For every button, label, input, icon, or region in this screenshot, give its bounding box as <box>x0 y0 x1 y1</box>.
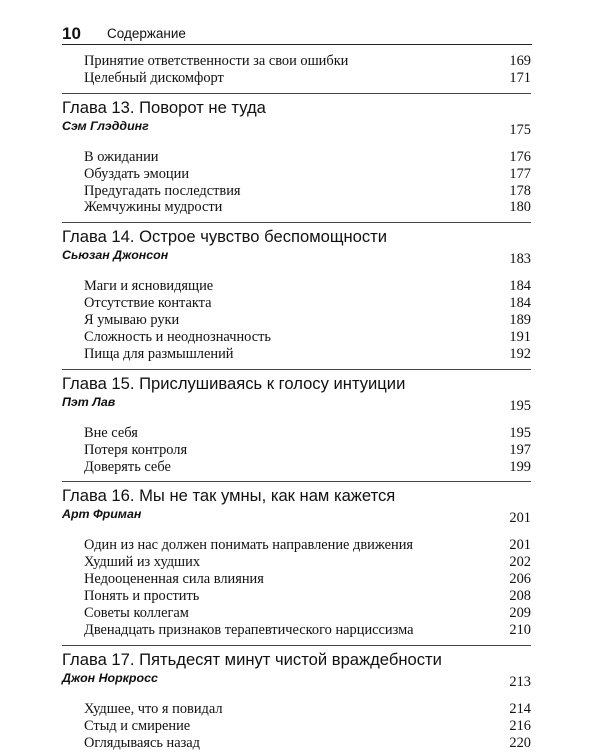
entry-page: 197 <box>509 441 531 458</box>
toc-entry <box>62 346 531 363</box>
chapter-title: Глава 14. Острое чувство беспомощности <box>62 227 388 247</box>
entry-page: 210 <box>509 621 531 638</box>
author-row <box>62 247 531 268</box>
entry-page: 216 <box>509 717 531 734</box>
chapter-page: 175 <box>509 121 531 138</box>
toc-entry <box>62 701 531 718</box>
toc-entry <box>62 442 531 459</box>
entry-title: Целебный дискомфорт <box>84 69 224 86</box>
entry-page: 202 <box>509 554 531 571</box>
toc-entry <box>62 605 531 622</box>
chapter-page: 201 <box>509 510 531 527</box>
entry-page: 214 <box>509 700 531 717</box>
toc-entry <box>62 622 531 639</box>
entry-page: 184 <box>509 278 531 295</box>
chapter-author: Арт Фриман <box>62 507 142 522</box>
chapter-author: Джон Норкросс <box>62 670 158 685</box>
entry-title: Советы коллегам <box>84 605 189 622</box>
entry-title: Я умываю руки <box>84 312 180 329</box>
entry-page: 171 <box>509 69 531 86</box>
chapter-page: 183 <box>509 251 531 268</box>
toc-entry <box>62 718 531 735</box>
toc-entry <box>62 329 531 346</box>
entry-title: Обуздать эмоции <box>84 165 190 182</box>
entry-page: 178 <box>509 182 531 199</box>
entry-page: 189 <box>509 312 531 329</box>
entry-page: 177 <box>509 165 531 182</box>
entry-title: Сложность и неоднозначность <box>84 329 271 346</box>
page-number: 10 <box>62 24 81 43</box>
entry-page: 176 <box>509 148 531 165</box>
chapter-block <box>62 370 531 476</box>
toc-entry <box>62 554 531 571</box>
entry-title: Худший из худших <box>84 554 201 571</box>
author-row <box>62 670 531 691</box>
entry-title: Доверять себе <box>84 458 171 475</box>
toc-entry <box>62 199 531 216</box>
chapter-author: Сэм Глэддинг <box>62 118 149 133</box>
toc-entry <box>62 149 531 166</box>
author-row <box>62 118 531 139</box>
entry-title: В ожидании <box>84 148 159 165</box>
toc-entry <box>62 425 531 442</box>
running-header <box>62 24 532 44</box>
author-row <box>62 506 531 527</box>
entry-page: 206 <box>509 571 531 588</box>
entry-title: Вне себя <box>84 424 138 441</box>
entry-page: 209 <box>509 605 531 622</box>
entry-title: Отсутствие контакта <box>84 295 212 312</box>
chapter-page: 213 <box>509 673 531 690</box>
toc-entry <box>62 278 531 295</box>
chapter-page: 195 <box>509 397 531 414</box>
chapter-author: Сьюзан Джонсон <box>62 248 169 263</box>
toc-entry <box>62 588 531 605</box>
entry-title: Маги и ясновидящие <box>84 278 214 295</box>
chapter-block <box>62 94 531 217</box>
toc-entry <box>62 459 531 476</box>
entry-title: Оглядываясь назад <box>84 734 200 751</box>
toc-entry <box>62 70 531 87</box>
entry-page: 208 <box>509 588 531 605</box>
chapter-block <box>62 223 531 362</box>
running-title: Содержание <box>107 26 186 41</box>
chapter-author: Пэт Лав <box>62 394 116 409</box>
chapter-title: Глава 13. Поворот не туда <box>62 97 266 117</box>
toc-entry <box>62 295 531 312</box>
header-rule <box>62 44 532 45</box>
entry-page: 180 <box>509 199 531 216</box>
author-row <box>62 394 531 415</box>
entry-title: Стыд и смирение <box>84 717 191 734</box>
toc-entry <box>62 571 531 588</box>
entry-title: Пища для размышлений <box>84 345 234 362</box>
table-of-contents <box>62 53 531 751</box>
toc-entry <box>62 183 531 200</box>
chapter-block <box>62 646 531 752</box>
chapter-title: Глава 15. Прислушиваясь к голосу интуиции <box>62 373 406 393</box>
toc-entry <box>62 735 531 752</box>
entry-title: Недооцененная сила влияния <box>84 571 264 588</box>
entry-page: 192 <box>509 345 531 362</box>
entry-page: 195 <box>509 424 531 441</box>
toc-entry <box>62 53 531 70</box>
entry-page: 184 <box>509 295 531 312</box>
toc-entry <box>62 537 531 554</box>
entry-page: 191 <box>509 329 531 346</box>
chapter-block <box>62 482 531 638</box>
entry-title: Двенадцать признаков терапевтического нарциссизма <box>84 621 414 638</box>
entry-page: 201 <box>509 537 531 554</box>
entry-title: Принятие ответственности за свои ошибки <box>84 53 349 69</box>
entry-title: Предугадать последствия <box>84 182 241 199</box>
entry-title: Потеря контроля <box>84 441 188 458</box>
toc-entry <box>62 166 531 183</box>
entry-page: 220 <box>509 734 531 751</box>
entry-title: Жемчужины мудрости <box>84 199 223 216</box>
toc-entry <box>62 312 531 329</box>
entry-title: Один из нас должен понимать направление движения <box>84 537 414 554</box>
entry-page: 199 <box>509 458 531 475</box>
entry-title: Понять и простить <box>84 588 200 605</box>
entry-title: Худшее, что я повидал <box>84 700 223 717</box>
chapter-title: Глава 16. Мы не так умны, как нам кажется <box>62 486 396 506</box>
entry-page: 169 <box>509 53 531 69</box>
chapter-title: Глава 17. Пятьдесят минут чистой враждебности <box>62 649 442 669</box>
